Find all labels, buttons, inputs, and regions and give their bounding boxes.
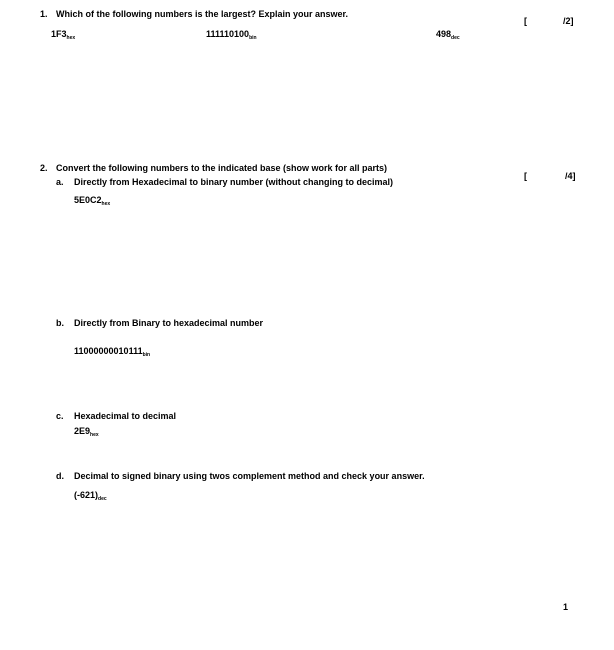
q2b-value: $11000000010111_{bin}$ [74, 346, 151, 358]
q1-bracket: [ [524, 16, 527, 26]
q2c-letter: c. [56, 411, 64, 421]
q1-option-dec: $498_{dec}$ [436, 29, 460, 41]
q2-marks: /4] [565, 171, 576, 181]
q1-marks: /2] [563, 16, 574, 26]
q2b-text: Directly from Binary to hexadecimal number [74, 318, 264, 328]
q2d-text: Decimal to signed binary using twos complement method and check your answer. [74, 471, 425, 481]
q1-option-hex: $1F3_{hex}$ [51, 29, 76, 41]
q1-number: 1. [40, 9, 48, 19]
q2c-text: Hexadecimal to decimal [74, 411, 177, 421]
q2b-letter: b. [56, 318, 64, 328]
q1-text: Which of the following numbers is the largest? Explain your answer. [56, 9, 349, 19]
q2d-value: $(-621)_{dec}$ [74, 490, 107, 502]
q2-text: Convert the following numbers to the indicated base (show work for all parts) [56, 163, 388, 173]
q2d-letter: d. [56, 471, 64, 481]
q2a-value: $5E0C2_{hex}$ [74, 195, 111, 207]
page-number: 1 [563, 602, 569, 612]
q1-option-bin: $111110100_{bin}$ [206, 29, 257, 41]
q2-bracket: [ [524, 171, 527, 181]
q2-number: 2. [40, 163, 48, 173]
q2c-value: $2E9_{hex}$ [74, 426, 99, 438]
q2a-letter: a. [56, 177, 64, 187]
q2a-text: Directly from Hexadecimal to binary number (without changing to decimal) [74, 177, 394, 187]
